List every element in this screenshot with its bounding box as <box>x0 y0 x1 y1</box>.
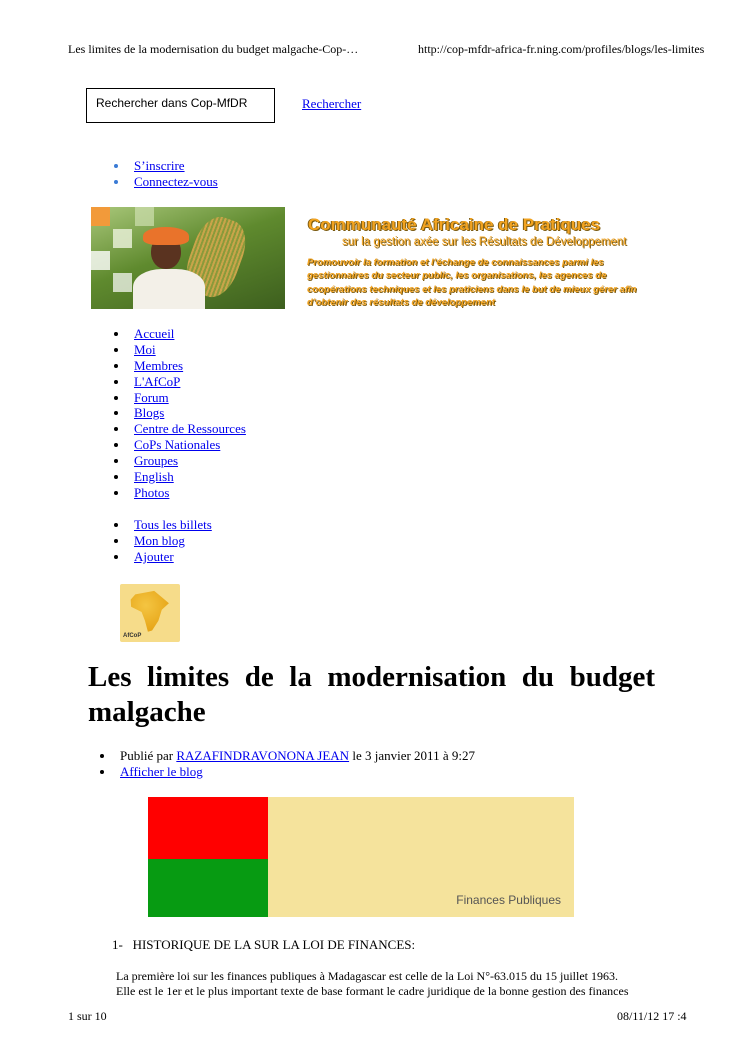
nav-item-membres[interactable]: Membres <box>134 358 246 374</box>
afcop-logo[interactable] <box>120 584 180 642</box>
nav-item-centre-ressources[interactable]: Centre de Ressources <box>134 421 246 437</box>
nav-item-english[interactable]: English <box>134 469 246 485</box>
flag-green-band <box>148 859 268 917</box>
published-date: le 3 janvier 2011 à 9:27 <box>352 748 475 763</box>
nav-item-photos[interactable]: Photos <box>134 485 246 501</box>
print-header-title: Les limites de la modernisation du budget malgache-Cop-… <box>68 42 359 56</box>
section-title: HISTORIQUE DE LA SUR LA LOI DE FINANCES: <box>132 937 416 952</box>
print-footer-datetime: 08/11/12 17 :4 <box>617 1009 687 1023</box>
africa-map-icon <box>129 590 171 634</box>
logo-label: AfCoP <box>123 633 142 639</box>
banner-tagline: Promouvoir la formation et l’échange de connaissances parmi les gestionnaires du secteur public, les organisations, les agences de coopérations techniques et les praticiens dans le but de mieux gérer afin d’obtenir des résultats de développement <box>307 257 637 308</box>
banner-subtitle: sur la gestion axée sur les Résultats de Développement <box>342 236 627 248</box>
blog-nav-add[interactable]: Ajouter <box>134 549 212 565</box>
banner-photo <box>91 207 285 309</box>
blog-nav-all-posts[interactable]: Tous les billets <box>134 517 212 532</box>
banner-title: Communauté Africaine de Pratiques <box>308 215 601 234</box>
author-link[interactable]: RAZAFINDRAVONONA JEAN <box>176 748 350 763</box>
finances-publiques-image <box>148 797 574 917</box>
section-heading <box>112 937 415 953</box>
nav-item-blogs[interactable]: Blogs <box>134 405 246 421</box>
search-input[interactable]: Rechercher dans Cop-MfDR <box>86 88 275 123</box>
blog-nav-my-blog[interactable]: Mon blog <box>134 533 212 549</box>
nav-item-accueil[interactable]: Accueil <box>134 326 246 342</box>
auth-links <box>134 158 218 190</box>
blog-nav <box>134 517 212 565</box>
nav-item-forum[interactable]: Forum <box>134 390 246 406</box>
paragraph-line-1: La première loi sur les finances publiques à Madagascar est celle de la Loi N°-63.015 du 15 juillet 1963. <box>116 969 618 983</box>
article-title: Les limites de la modernisation du budget malgache <box>88 661 655 728</box>
view-blog-link[interactable]: Afficher le blog <box>120 764 475 780</box>
section-number: 1- <box>112 937 123 952</box>
print-header-url: http://cop-mfdr-africa-fr.ning.com/profiles/blogs/les-limites <box>418 42 705 56</box>
flag-red-band <box>148 797 268 859</box>
nav-item-cops-nationales[interactable]: CoPs Nationales <box>134 437 246 453</box>
login-link[interactable]: Connectez-vous <box>134 173 218 189</box>
print-footer-page: 1 sur 10 <box>68 1009 107 1023</box>
nav-item-afcop[interactable]: L'AfCoP <box>134 374 246 390</box>
paragraph-line-2: Elle est le 1er et le plus important texte de base formant le cadre juridique de la bonne gestion des finances <box>116 983 629 998</box>
main-nav <box>134 326 246 501</box>
article-paragraph <box>116 969 661 998</box>
search-button[interactable]: Rechercher <box>302 96 362 111</box>
published-prefix: Publié par <box>120 748 174 763</box>
nav-item-moi[interactable]: Moi <box>134 342 246 358</box>
signup-link[interactable]: S’inscrire <box>134 158 218 174</box>
nav-item-groupes[interactable]: Groupes <box>134 453 246 469</box>
published-line <box>120 748 475 764</box>
article-meta <box>120 748 475 780</box>
image-caption: Finances Publiques <box>456 893 561 907</box>
